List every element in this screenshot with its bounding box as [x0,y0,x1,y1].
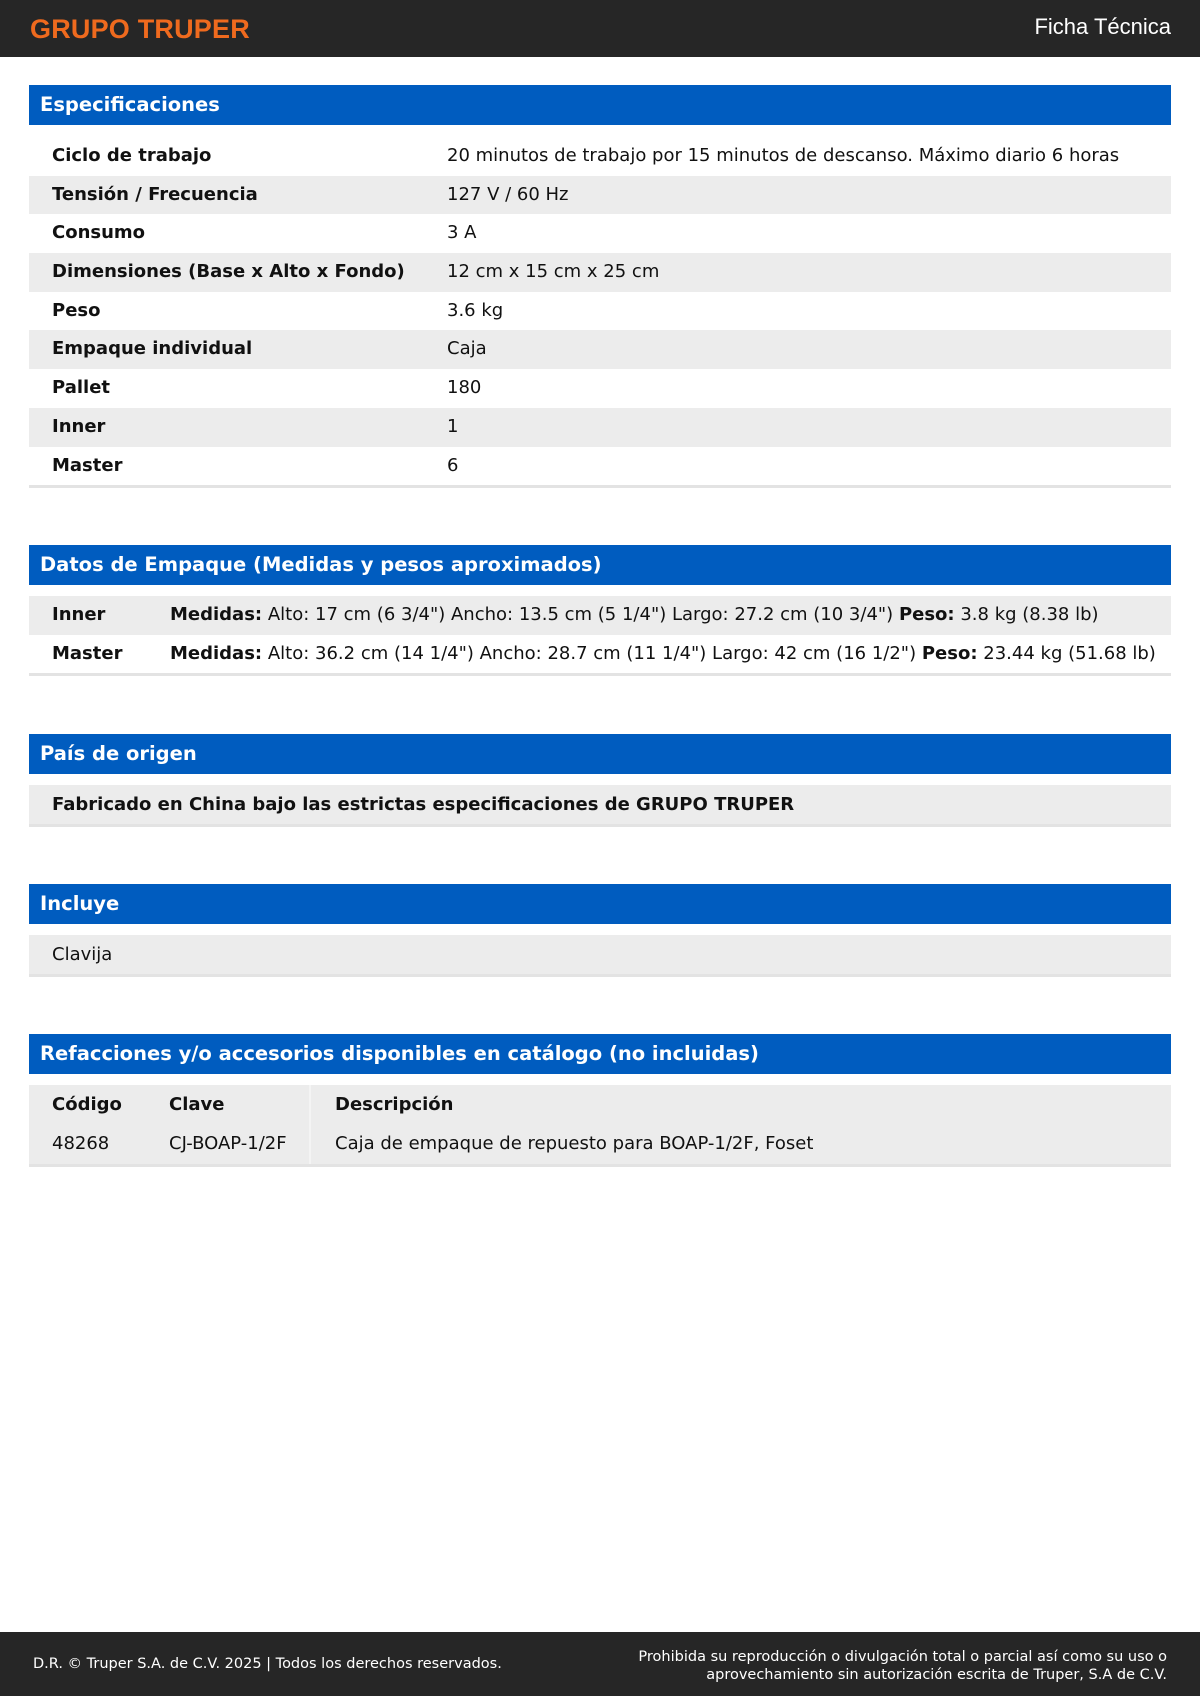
spec-row [29,408,1171,447]
includes-section-header: Incluye [29,884,1171,924]
spec-row [29,137,1171,176]
parts-table [29,1085,1171,1167]
legal-notice-line: aprovechamiento sin autorización escrita de Truper, S.A de C.V. [706,1667,1167,1683]
spec-value: 3 A [447,222,477,244]
spec-value: 1 [447,415,459,437]
peso-label: Peso: [921,642,978,664]
column-divider [309,1085,311,1164]
specs-table [29,137,1171,488]
copyright-text: D.R. © Truper S.A. de C.V. 2025 | Todos los derechos reservados. [33,1656,502,1672]
packaging-row [29,635,1171,674]
part-codigo: 48268 [52,1133,110,1154]
parts-section-header: Refacciones y/o accesorios disponibles en catálogo (no incluidas) [29,1034,1171,1074]
spec-value: 127 V / 60 Hz [447,183,569,205]
medidas-value: Alto: 36.2 cm (14 1/4") Ancho: 28.7 cm (11 1/4") Largo: 42 cm (16 1/2") [267,642,917,664]
spec-label: Inner [52,415,106,437]
spec-row [29,447,1171,486]
medidas-label: Medidas: [170,604,263,625]
column-header-descripcion: Descripción [335,1094,454,1115]
spec-value: 20 minutos de trabajo por 15 minutos de descanso. Máximo diario 6 horas [447,145,1120,166]
medidas-value: Alto: 17 cm (6 3/4") Ancho: 13.5 cm (5 1/4") Largo: 27.2 cm (10 3/4") [267,604,894,625]
spec-row [29,176,1171,215]
spec-label: Tensión / Frecuencia [52,183,258,205]
document-type-title: Ficha Técnica [1034,14,1171,39]
spec-label: Dimensiones (Base x Alto x Fondo) [52,261,405,283]
spec-label: Master [52,454,123,476]
spec-value: 12 cm x 15 cm x 25 cm [447,261,660,283]
legal-notice-line: Prohibida su reproducción o divulgación total o parcial así como su uso o [638,1649,1167,1665]
footer [0,1632,1200,1696]
part-clave: CJ-BOAP-1/2F [169,1133,287,1154]
spec-label: Peso [52,299,101,321]
peso-value: 3.8 kg (8.38 lb) [960,604,1099,625]
peso-label: Peso: [898,604,955,625]
spec-row [29,292,1171,331]
spec-value: 6 [447,454,459,476]
top-bar [0,0,1200,57]
spec-label: Empaque individual [52,338,253,360]
packaging-section-header: Datos de Empaque (Medidas y pesos aproximados) [29,545,1171,585]
spec-label: Ciclo de trabajo [52,145,212,166]
legal-notice [607,1648,1167,1684]
part-descripcion: Caja de empaque de repuesto para BOAP-1/2F, Foset [335,1133,814,1154]
packaging-row [29,596,1171,635]
column-header-clave: Clave [169,1094,225,1115]
grupo-truper-logo: GRUPO TRUPER [30,14,250,44]
peso-value: 23.44 kg (51.68 lb) [983,642,1156,664]
spec-value: Caja [447,338,487,360]
spec-row [29,369,1171,408]
medidas-label: Medidas: [170,642,263,664]
origin-text: Fabricado en China bajo las estrictas especificaciones de GRUPO TRUPER [29,785,1171,827]
packaging-details [170,596,1099,635]
packaging-label: Master [52,642,123,664]
specs-section-header: Especificaciones [29,85,1171,125]
origin-section-header: País de origen [29,734,1171,774]
spec-row [29,253,1171,292]
includes-text: Clavija [29,935,1171,977]
packaging-details [170,635,1156,674]
spec-value: 3.6 kg [447,299,504,321]
packaging-label: Inner [52,604,106,625]
spec-value: 180 [447,377,482,399]
spec-row [29,214,1171,253]
packaging-table [29,596,1171,676]
column-header-codigo: Código [52,1094,122,1115]
spec-label: Consumo [52,222,146,244]
spec-label: Pallet [52,377,111,399]
spec-row [29,330,1171,369]
